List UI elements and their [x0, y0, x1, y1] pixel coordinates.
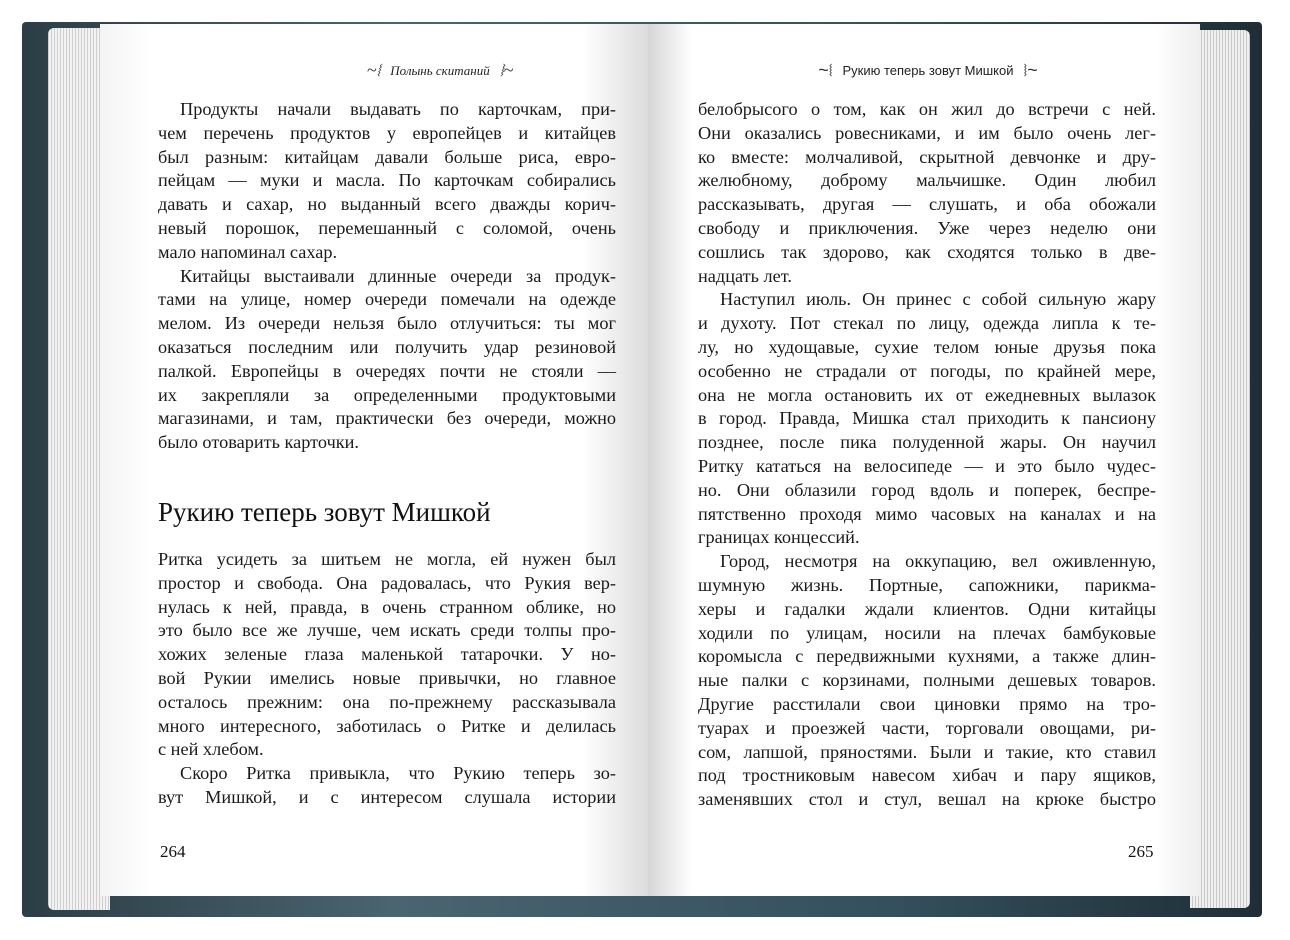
text-line: вой Рукии имелись новые привычки, но главное	[158, 667, 616, 688]
text-line: нулась к ней, правда, в очень странном облике, но	[158, 596, 616, 617]
text-line: рассказывать, другая — слушать, и оба обожали	[698, 194, 1156, 215]
text-line: Город, несмотря на оккупацию, вел оживленную,	[720, 551, 1156, 572]
text-line: Скоро Ритка привыкла, что Рукию теперь зо-	[180, 763, 616, 784]
text-line: Ритку кататься на велосипеде — и это было чудес-	[698, 455, 1156, 476]
text-line: особенно не страдали от погоды, по крайней мере,	[698, 360, 1156, 381]
text-line: было отоварить карточки.	[158, 432, 359, 453]
text-line: пятственно проходя мимо часовых на каналах и на	[698, 503, 1156, 524]
text-line: хожих зеленые глаза маленькой татарочки. У но-	[158, 644, 616, 665]
page-number-right: 265	[1128, 842, 1154, 861]
text-line: шумную жизнь. Портные, сапожники, парикма-	[698, 574, 1156, 595]
text-line: ко вместе: молчаливой, скрытной девчонке и дру-	[698, 146, 1156, 167]
text-block-2	[158, 548, 616, 810]
text-line: магазинами, и там, практически без очереди, можно	[158, 408, 616, 429]
running-head-text: Полынь скитаний	[390, 62, 490, 78]
text-line: много интересного, заботилась о Ритке и делилась	[158, 715, 616, 736]
text-line: мало напоминал сахар.	[158, 241, 338, 262]
text-line: туарах и проезжей части, торговали овощами, ри-	[698, 717, 1156, 738]
text-block	[698, 98, 1156, 812]
text-line: под тростниковым навесом хибач и пару ящиков,	[698, 765, 1156, 786]
left-page	[100, 24, 648, 896]
running-head-text: Рукию теперь зовут Мишкой	[842, 63, 1014, 78]
text-line: вут Мишкой, и с интересом слушала истории	[158, 786, 616, 807]
text-line: Они оказались ровесниками, и им было очень лег-	[698, 122, 1156, 143]
text-line: Продукты начали выдавать по карточкам, при-	[180, 99, 616, 119]
text-line: лу, но худощавые, сухие телом юные друзья пока	[698, 336, 1156, 357]
text-line: Ритка усидеть за шитьем не могла, ей нужен был	[158, 549, 616, 569]
text-line: надцать лет.	[698, 265, 792, 286]
text-line: ные палки с корзинами, полными дешевых товаров.	[698, 670, 1156, 691]
text-line: оказаться последним или получить удар резиновой	[158, 336, 616, 357]
text-line: Китайцы выстаивали длинные очереди за продук-	[180, 265, 616, 286]
text-line: давать и сахар, но выданный всего дважды корич-	[158, 194, 616, 215]
text-line: мелом. Из очереди нельзя было отлучиться: ты мог	[158, 313, 616, 334]
text-line: чем перечень продуктов у европейцев и китайцев	[158, 122, 616, 143]
text-line: это было все же лучше, чем искать среди толпы про-	[158, 620, 616, 641]
text-line: палкой. Европейцы в очередях почти не стояли —	[158, 360, 616, 381]
text-line: невый порошок, перемешанный с соломой, очень	[158, 217, 616, 238]
chapter-heading: Рукию теперь зовут Мишкой	[158, 497, 491, 527]
text-line: Наступил июль. Он принес с собой сильную жару	[720, 289, 1156, 310]
text-line: заменявших стол и стул, вешал на крюке быстро	[698, 789, 1156, 810]
running-head-right	[728, 60, 1128, 81]
ornament-icon: ⧘~	[1023, 60, 1038, 80]
text-line: коромысла с передвижными кухнями, а также длин-	[698, 646, 1156, 667]
text-line: пейцам — муки и масла. По карточкам собирались	[158, 170, 616, 191]
text-line: позднее, после пика полуденной жары. Он научил	[698, 432, 1156, 453]
text-line: сошлись так здорово, как сходятся только в две-	[698, 241, 1156, 262]
text-block-1	[158, 98, 616, 455]
text-line: белобрысого о том, как он жил до встречи с ней.	[698, 99, 1156, 119]
right-page	[648, 24, 1200, 896]
ornament-icon: ~⧙	[366, 60, 381, 80]
text-line: с ней хлебом.	[158, 739, 264, 760]
text-line: границах концессий.	[698, 527, 860, 548]
ornament-icon: ~⧙	[818, 60, 833, 80]
text-line: но. Они облазили город вдоль и поперек, беспре-	[698, 479, 1156, 500]
text-line: тами на улице, номер очереди помечали на одежде	[158, 289, 616, 310]
text-line: ходили по улицам, носили на плечах бамбуковые	[698, 622, 1156, 643]
page-number-left: 264	[160, 842, 186, 861]
text-line: Другие расстилали свои циновки прямо на тро-	[698, 693, 1156, 714]
ornament-icon: ⧘~	[499, 60, 514, 80]
text-line: херы и гадалки ждали клиентов. Одни китайцы	[698, 598, 1156, 619]
text-line: осталось прежним: она по-прежнему рассказывала	[158, 691, 616, 712]
text-line: и духоту. Пот стекал по лицу, одежда липла к те-	[698, 313, 1156, 334]
text-line: свободу и приключения. Уже через неделю они	[698, 217, 1156, 238]
text-line: желюбному, доброму мальчишке. Один любил	[698, 170, 1156, 191]
text-line: простор и свобода. Она радовалась, что Рукия вер-	[158, 572, 616, 593]
running-head-left	[250, 60, 630, 81]
text-line: в город. Правда, Мишка стал приходить к пансиону	[698, 408, 1156, 429]
text-line: был разным: китайцам давали больше риса, евро-	[158, 146, 616, 167]
text-line: она не могла остановить их от ежедневных вылазок	[698, 384, 1156, 405]
text-line: их закрепляли за определенными продуктовыми	[158, 384, 616, 405]
text-line: сом, лапшой, пряностями. Были и такие, кто ставил	[698, 741, 1156, 762]
